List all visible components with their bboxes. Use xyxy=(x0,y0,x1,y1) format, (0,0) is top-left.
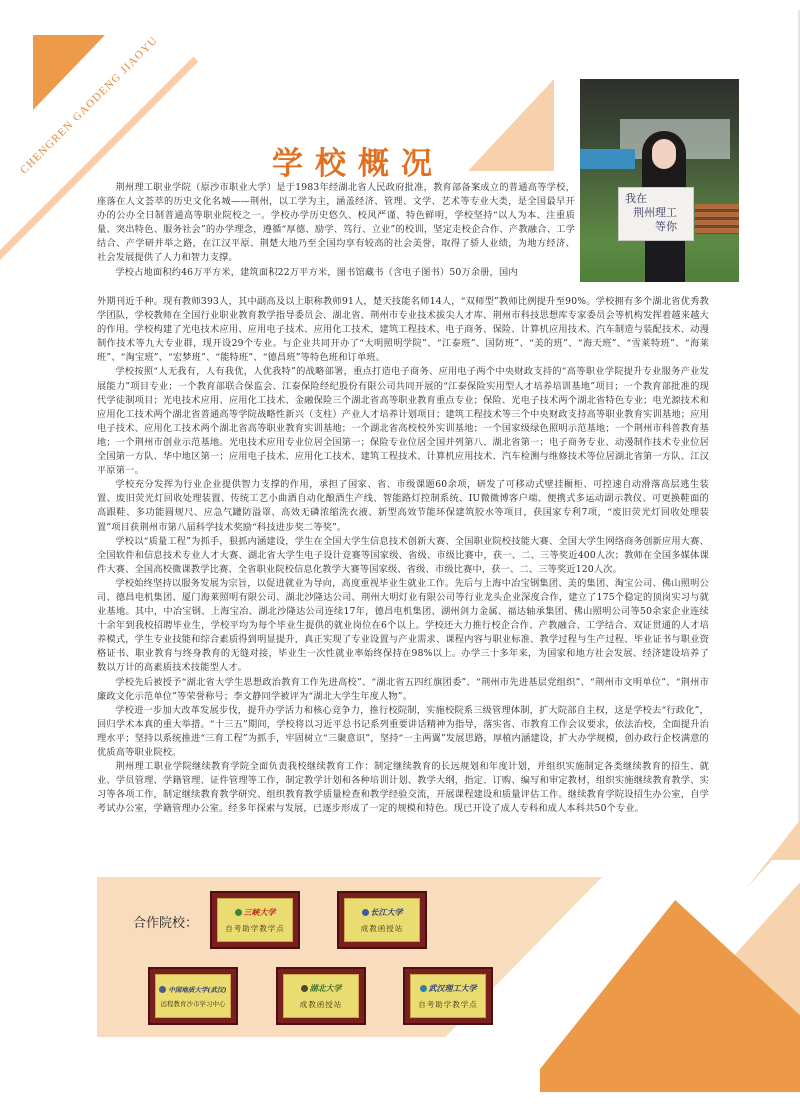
school-logo-icon xyxy=(362,909,369,916)
paragraph: 荆州理工职业学院继续教育学院全面负责我校继续教育工作：制定继续教育的长远规划和年度计划，并组织实施制定各类继续教育的招生、就业、学员管理、学籍管理、证件管理等工作，制定教学计划和各种培训计划、教学大纲，指定、订购、编写和审定教材，组织实施继续教育教学、实习等各项工作，制定继续教育教学研究、组织教育教学质量检查和教学经验交流，开展课程建设和质量评估工作。继续教育学院设招生办公室，自学考试办公室，学籍管理办公室。经多年探索与发展，已逐步形成了一定的规模和特色。现已开设了成人专科和成人本科共50个专业。 xyxy=(97,761,709,815)
paragraph: 荆州理工职业学院（原沙市职业大学）是于1983年经湖北省人民政府批准，教育部备案成立的普通高等学校，座落在人文荟萃的历史文化名城——荆州，以工学为主，涵盖经济、管理、文学、艺术等专业大类，是全国最早开办的公办全日制普通高等职业院校之一。学校办学历史悠久、校风严谨、特色鲜明，学校坚持“以人为本、注重质量、突出特色、服务社会”的办学理念，遵循“厚德、励学、笃行、立业”的校训，坚定走校企合作、产教融合、工学结合、产学研并举之路，在江汉平原、荆楚大地乃至全国均享有较高的社会美誉，取得了骄人业绩，为地方经济、社会发展提供了人力和智力支撑。 xyxy=(97,182,575,264)
paragraph: 学校充分发挥为行业企业提供智力支撑的作用，承担了国家、省、市级课题60余项，研发了可移动式壁挂橱柜、可控速自动滑落高层逃生装置、废旧荧光灯回收处理装置、传统工艺小曲酒自动化酿酒生产线、智能路灯控制系统、IU微微博客户端、便携式多运动副示教仪、可更换鞋面的高跟鞋、多功能圆规尺、应急气罐防溢罩、高效无磷浓缩洗衣液、新型高效节能环保建筑胶水等项目，获国家专利7项，“废旧荧光灯回收处理装置”项目获荆州市第八届科学技术奖励“科技进步奖二等奖”。 xyxy=(97,479,709,533)
photo-tent xyxy=(580,149,635,169)
school-logo-icon xyxy=(159,986,166,993)
school-logo-icon xyxy=(235,909,242,916)
paragraph: 学校按照“人无我有，人有我优，人优我特”的战略部署，重点打造电子商务、应用电子两个中央财政支持的“高等职业学院提升专业服务产业发展能力”项目专业；一个教育部联合保监会、江泰保险经纪股份有限公司共同开展的“江泰保险实用型人才培养培训基地”项目；一个教育部批准的现代学徒制项目；光电技术应用、应用化工技术、金融保险三个湖北省高等职业教育重点专业；保险、光电子技术两个湖北省特色专业；电光源技术和应用化工技术两个湖北省普通高等学院战略性新兴（支柱）产业人才培养计划项目；建筑工程技术等三个中央财政支持高等职业教育实训基地；应用电子技术、应用化工技术两个湖北省高等职业教育实训基地；一个湖北省高校校外实训基地；一个国家级绿色照明示范基地；一个荆州市科普教育基地；一个荆州市创业示范基地。光电技术应用专业位居全国第一；保险专业位居全国并列第八、湖北省第一；电子商务专业、动漫制作技术专业位居全国第一方队、华中地区第一；应用电子技术、应用化工技术、建筑工程技术、计算机应用技术、汽车检测与维修技术等位居湖北省第一方队、江汉平原第一。 xyxy=(97,366,709,477)
paragraph: 学校进一步加大改革发展步伐，提升办学活力和核心竞争力，推行校院制，实施校院系三级管理体制，扩大院部自主权，这是学校去“行政化”，回归学术本真的重大举措。“十三五”期间，学校将以习近平总书记系列重要讲话精神为指导，落实省、市教育工作会议要求，依法治校，全面提升治理水平；坚持以系统推进“三育工程”为抓手，牢固树立“三聚意识”，坚持“一主两翼”发展思路，厚植内涵建设，扩大办学规模，创办政行企校满意的优质高等职业院校。 xyxy=(97,704,709,758)
school-logo-icon xyxy=(301,985,308,992)
paragraph: 学校先后被授予“湖北省大学生思想政治教育工作先进高校”、“湖北省五四红旗团委”、“荆州市先进基层党组织”、“荆州市文明单位”、“荆州市廉政文化示范单位”等荣誉称号；李文静同学被评为“湖北大学生年度人物”。 xyxy=(97,676,709,702)
plaque-school: 三峡大学 xyxy=(235,907,276,918)
partner-label: 合作院校： xyxy=(133,916,199,931)
partner-plaque xyxy=(403,967,493,1025)
school-logo-icon xyxy=(420,985,427,992)
plaque-desc: 远程教育沙市学习中心 xyxy=(160,999,226,1008)
paragraph: 外期刊近千种。现有教师393人，其中副高及以上职称教师91人，楚天技能名师14人，“双师型”教师比例提升至90%。学校拥有多个湖北省优秀教学团队，学校教师在全国行业职业教育教学指导委员会、湖北省、荆州市专业技术拔尖人才库、荆州市科技思想库专家委员会等机构发挥着越来越大的作用。学校构建了光电技术应用、应用电子技术、应用化工技术、建筑工程技术、电子商务、保险、计算机应用技术、汽车制造与装配技术、动漫制作技术等九大专业群，现开设29个专业。与企业共同开办了“大明照明学院”、“江泰班”、国防班”、“美的班”、“海天班”、“雪莱特班”、“海莱班”、“淘宝班”、“宏梦班”、“能特班”、“德昌班”等特色班和订单班。 xyxy=(97,296,709,364)
title-triangle-decoration xyxy=(468,79,554,171)
side-pinyin-text: CHENGREN GAODENG JIAOYU xyxy=(18,34,161,177)
sign-line-3: 等你 xyxy=(655,220,677,233)
partner-plaque xyxy=(148,967,238,1025)
plaque-school: 武汉理工大学 xyxy=(420,983,477,994)
intro-text-wide xyxy=(97,295,709,816)
plaque-desc: 成教函授站 xyxy=(360,923,404,933)
plaque-school: 中国地质大学(武汉) xyxy=(159,985,226,994)
photo-bench xyxy=(695,204,739,234)
partner-plaque xyxy=(210,891,300,949)
plaque-desc: 自考助学教学点 xyxy=(225,923,285,933)
intro-text-narrow xyxy=(97,181,575,280)
partner-plaque xyxy=(337,891,427,949)
plaque-school: 湖北大学 xyxy=(301,983,342,994)
plaque-desc: 自考助学教学点 xyxy=(418,999,478,1009)
plaque-desc: 成教函授站 xyxy=(299,999,343,1009)
student-photo xyxy=(580,79,739,282)
partner-plaque xyxy=(276,967,366,1025)
photo-person-face xyxy=(652,139,676,169)
photo-sign xyxy=(618,187,694,241)
sign-line-1: 我在 xyxy=(625,192,647,205)
paragraph: 学校始终坚持以服务发展为宗旨，以促进就业为导向，高度重视毕业生就业工作。先后与上海中冶宝钢集团、美的集团、淘宝公司、佛山照明公司、德昌电机集团、厦门海莱照明有限公司、湖北沙隆达公司、荆州大明灯业有限公司等行业龙头企业深度合作，建立了175个稳定的顶岗实习与就业基地。其中，中冶宝钢、上海宝冶、湖北沙隆达公司连续17年，德昌电机集团、湖州剑力金属、福达轴承集团、佛山照明公司等50余家企业连续十余年到我校招聘毕业生，学校平均为每个毕业生提供的就业岗位在6个以上。学校还大力推行校企合作、产教融合、工学结合、双证贯通的人才培养模式，学生专业技能和综合素质得到明显提升，真正实现了专业设置与产业需求、课程内容与职业标准、教学过程与生产过程、毕业证书与职业资格证书、职业教育与终身教育的无缝对接，毕业生一次性就业率始终保持在98%以上。办学三十多年来，为国家和地方社会发展、经济建设培养了数以万计的高素质技术技能型人才。 xyxy=(97,577,709,674)
sign-line-2: 荆州理工 xyxy=(633,206,677,219)
paragraph: 学校占地面积约46万平方米，建筑面积22万平方米，图书馆藏书（含电子图书）50万余册，国内 xyxy=(115,266,518,278)
paragraph: 学校以“质量工程”为抓手，狠抓内涵建设，学生在全国大学生信息技术创新大赛、全国职业院校技能大赛、全国大学生网络商务创新应用大赛、全国软件和信息技术专业人才大赛、湖北省大学生电子设计竞赛等国家级、省级、市级比赛中，获一、二、三等奖近400人次；教师在全国多媒体课件大赛、全国高校微课教学比赛、全省职业院校信息化教学大赛等国家级、省级、市级比赛中，获一、二、三等奖近120人次。 xyxy=(97,535,709,575)
plaque-school: 长江大学 xyxy=(362,907,403,918)
page-title: 学校概况 xyxy=(272,146,444,182)
